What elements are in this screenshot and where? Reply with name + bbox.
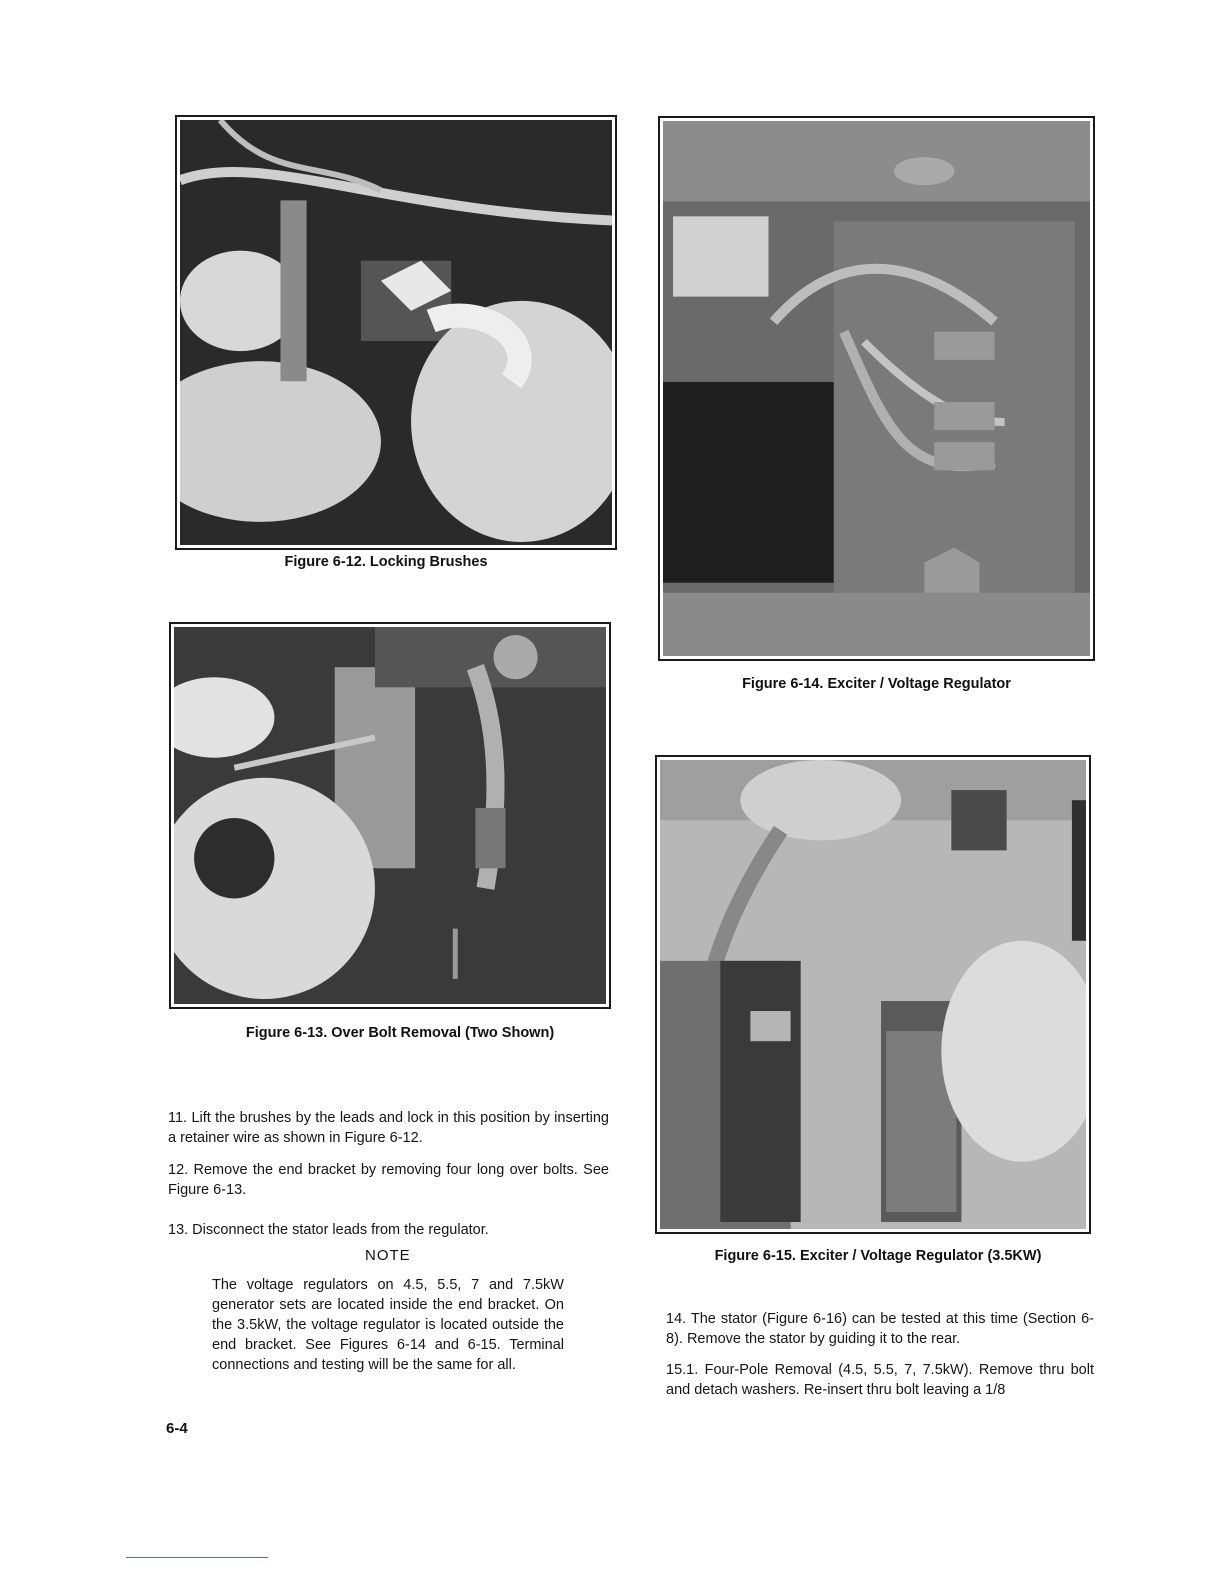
locking-brushes-image [180,120,612,545]
step-14-text: 14. The stator (Figure 6-16) can be tested at this time (Section 6-8). Remove the stator by guiding it to the rear. [666,1311,1094,1347]
exciter-voltage-regulator-image [663,121,1090,656]
figure-6-15-caption: Figure 6-15. Exciter / Voltage Regulator (3.5KW) [714,1248,1042,1264]
footer-divider [126,1557,268,1558]
figure-6-12-caption: Figure 6-12. Locking Brushes [284,554,488,570]
note-title: NOTE [365,1247,411,1264]
exciter-voltage-regulator-3-5kw-image [660,760,1086,1229]
step-13-text: 13. Disconnect the stator leads from the regulator. [168,1222,489,1238]
over-bolt-removal-image [174,627,606,1004]
figure-6-14-photo [658,116,1095,661]
figure-6-15-photo [655,755,1091,1234]
figure-6-14-caption: Figure 6-14. Exciter / Voltage Regulator [742,676,1011,692]
page-number: 6-4 [166,1420,188,1437]
figure-6-12-photo [175,115,617,550]
figure-6-13-caption: Figure 6-13. Over Bolt Removal (Two Shown) [245,1025,555,1041]
note-body: The voltage regulators on 4.5, 5.5, 7 and 7.5kW generator sets are located inside the end bracket. On the 3.5kW, the voltage regulator is located outside the end bracket. See Figures 6-14 and 6-15. Terminal connections and testing will be the same for all. [212,1277,564,1373]
step-15-1-text: 15.1. Four-Pole Removal (4.5, 5.5, 7, 7.5kW). Remove thru bolt and detach washers. Re-insert thru bolt leaving a 1/8 [666,1362,1094,1398]
figure-6-13-photo [169,622,611,1009]
step-11-text: 11. Lift the brushes by the leads and lock in this position by inserting a retainer wire as shown in Figure 6-12. [168,1110,609,1146]
step-12-text: 12. Remove the end bracket by removing four long over bolts. See Figure 6-13. [168,1162,609,1198]
